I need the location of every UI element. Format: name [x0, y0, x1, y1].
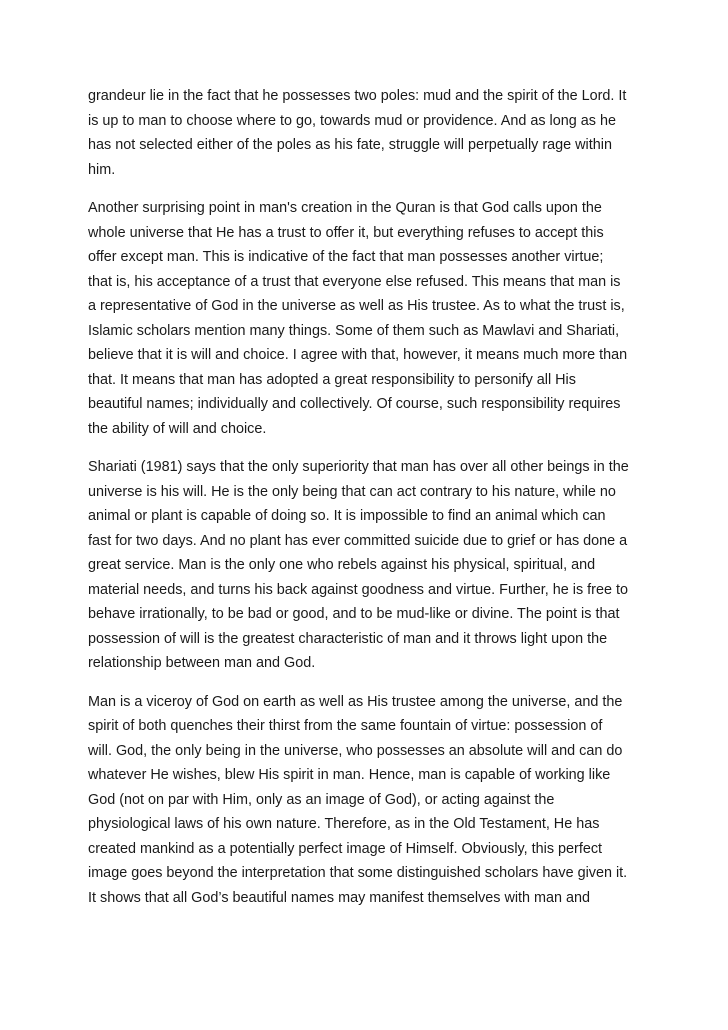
text-line: spirit of both quenches their thirst from the same fountain of virtue: possession of — [88, 718, 603, 734]
text-line: is up to man to choose where to go, towards mud or providence. And as long as he — [88, 112, 616, 129]
text-line: the ability of will and choice. — [88, 420, 267, 437]
text-line: him. — [88, 161, 116, 178]
text-line: has not selected either of the poles as his fate, struggle will perpetually rage within — [88, 137, 612, 153]
text-line: Another surprising point in man's creation in the Quran is that God calls upon the — [88, 200, 602, 216]
text-line: grandeur lie in the fact that he possesses two poles: mud and the spirit of the Lord. It — [88, 88, 627, 104]
text-line: image goes beyond the interpretation that some distinguished scholars have given it. — [88, 865, 628, 881]
paragraph-3 — [88, 455, 648, 676]
text-line: animal or plant is capable of doing so. It is impossible to find an animal which can — [88, 508, 606, 524]
document-page — [88, 84, 648, 924]
text-line: believe that it is will and choice. I agree with that, however, it means much more than — [88, 347, 628, 363]
text-line: created mankind as a potentially perfect image of Himself. Obviously, this perfect — [88, 840, 603, 857]
text-line: that is, his acceptance of a trust that everyone else refused. This means that man is — [88, 273, 621, 290]
text-line: Islamic scholars mention many things. Some of them such as Mawlavi and Shariati, — [88, 322, 620, 339]
text-line: behave irrationally, to be bad or good, and to be mud-like or divine. The point is that — [88, 606, 620, 622]
text-line: It shows that all God’s beautiful names may manifest themselves with man and — [88, 889, 591, 906]
text-line: offer except man. This is indicative of the fact that man possesses another virtue; — [88, 249, 604, 265]
text-line: universe is his will. He is the only being that can act contrary to his nature, while no — [88, 483, 616, 500]
text-line: Shariati (1981) says that the only superiority that man has over all other beings in the — [88, 459, 629, 475]
text-line: a representative of God in the universe as well as His trustee. As to what the trust is, — [88, 298, 625, 314]
paragraph-2 — [88, 196, 648, 441]
paragraph-1 — [88, 84, 648, 182]
text-line: whole universe that He has a trust to offer it, but everything refuses to accept this — [88, 224, 604, 241]
text-line: material needs, and turns his back against goodness and virtue. Further, he is free to — [88, 581, 628, 598]
text-line: relationship between man and God. — [88, 655, 316, 671]
text-line: will. God, the only being in the universe, who possesses an absolute will and can do — [88, 742, 623, 759]
text-line: beautiful names; individually and collectively. Of course, such responsibility requires — [88, 396, 621, 412]
text-line: possession of will is the greatest characteristic of man and it throws light upon the — [88, 630, 608, 647]
text-line: whatever He wishes, blew His spirit in man. Hence, man is capable of working like — [88, 767, 611, 783]
text-line: that. It means that man has adopted a great responsibility to personify all His — [88, 371, 576, 388]
text-line: Man is a viceroy of God on earth as well as His trustee among the universe, and the — [88, 693, 623, 710]
text-line: God (not on par with Him, only as an image of God), or acting against the — [88, 791, 555, 808]
paragraph-4 — [88, 690, 648, 911]
text-line: fast for two days. And no plant has ever committed suicide due to grief or has done a — [88, 532, 628, 549]
text-line: great service. Man is the only one who rebels against his physical, spiritual, and — [88, 557, 596, 573]
text-line: physiological laws of his own nature. Therefore, as in the Old Testament, He has — [88, 816, 600, 832]
